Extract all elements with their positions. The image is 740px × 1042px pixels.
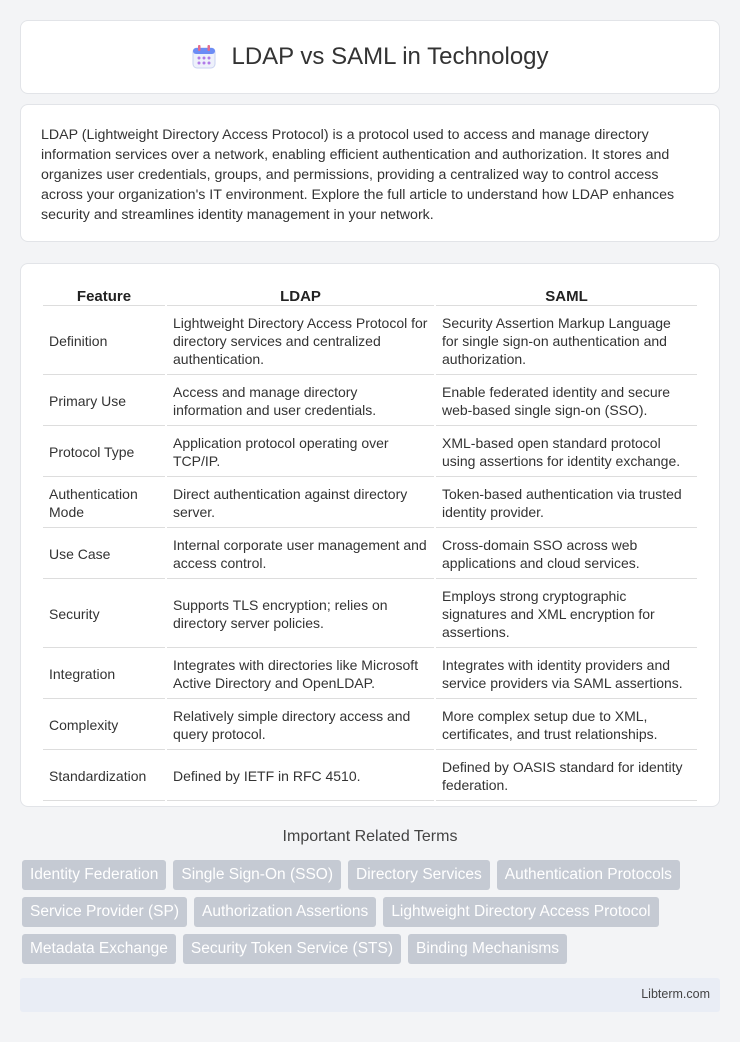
table-row (43, 701, 697, 750)
feature-cell: Use Case (43, 530, 165, 579)
ldap-cell: Application protocol operating over TCP/IP. (167, 428, 434, 477)
ldap-cell: Direct authentication against directory server. (167, 479, 434, 528)
comparison-table (41, 284, 699, 803)
feature-cell: Security (43, 581, 165, 648)
term-tag[interactable]: Binding Mechanisms (408, 934, 567, 964)
feature-cell: Authentication Mode (43, 479, 165, 528)
intro-text: LDAP (Lightweight Directory Access Protocol) is a protocol used to access and manage directory information services over a network, enabling efficient authentication and authorization. It stores and organizes user credentials, groups, and permissions, providing a centralized way to control access across your organization's IT environment. Explore the full article to understand how LDAP enhances security and streamlines identity management in your network. (41, 127, 675, 223)
saml-cell: Token-based authentication via trusted identity provider. (436, 479, 697, 528)
table-row (43, 650, 697, 699)
page-title: LDAP vs SAML in Technology (231, 43, 549, 70)
feature-cell: Primary Use (43, 377, 165, 426)
term-tag[interactable]: Authentication Protocols (497, 860, 680, 890)
feature-cell: Definition (43, 308, 165, 375)
ldap-cell: Lightweight Directory Access Protocol for directory services and centralized authentication. (167, 308, 434, 375)
ldap-cell: Relatively simple directory access and query protocol. (167, 701, 434, 750)
term-tag[interactable]: Lightweight Directory Access Protocol (383, 897, 658, 927)
table-row (43, 752, 697, 801)
term-tag[interactable]: Security Token Service (STS) (183, 934, 401, 964)
saml-cell: Security Assertion Markup Language for single sign-on authentication and authorization. (436, 308, 697, 375)
table-header-row (43, 286, 697, 306)
term-tag[interactable]: Service Provider (SP) (22, 897, 187, 927)
ldap-cell: Defined by IETF in RFC 4510. (167, 752, 434, 801)
table-row (43, 428, 697, 477)
term-tag[interactable]: Single Sign-On (SSO) (173, 860, 341, 890)
ldap-cell: Supports TLS encryption; relies on directory server policies. (167, 581, 434, 648)
saml-cell: Defined by OASIS standard for identity federation. (436, 752, 697, 801)
table-row (43, 479, 697, 528)
feature-cell: Standardization (43, 752, 165, 801)
header-ldap: LDAP (167, 286, 434, 306)
header-feature: Feature (43, 286, 165, 306)
table-row (43, 530, 697, 579)
term-tag[interactable]: Directory Services (348, 860, 490, 890)
footer (20, 978, 720, 1012)
term-tag[interactable]: Authorization Assertions (194, 897, 376, 927)
ldap-cell: Internal corporate user management and access control. (167, 530, 434, 579)
saml-cell: Cross-domain SSO across web applications and cloud services. (436, 530, 697, 579)
related-terms-title: Important Related Terms (282, 828, 458, 845)
ldap-cell: Access and manage directory information and user credentials. (167, 377, 434, 426)
intro-card (20, 104, 720, 242)
ldap-cell: Integrates with directories like Microsoft Active Directory and OpenLDAP. (167, 650, 434, 699)
term-tag[interactable]: Identity Federation (22, 860, 166, 890)
footer-link[interactable]: Libterm.com (641, 987, 710, 1001)
comparison-table-card (20, 263, 720, 807)
header-card (20, 20, 720, 94)
saml-cell: XML-based open standard protocol using assertions for identity exchange. (436, 428, 697, 477)
table-row (43, 377, 697, 426)
saml-cell: Integrates with identity providers and service providers via SAML assertions. (436, 650, 697, 699)
feature-cell: Complexity (43, 701, 165, 750)
saml-cell: Employs strong cryptographic signatures and XML encryption for assertions. (436, 581, 697, 648)
term-tag[interactable]: Metadata Exchange (22, 934, 176, 964)
table-row (43, 581, 697, 648)
calendar-icon (191, 44, 217, 70)
feature-cell: Integration (43, 650, 165, 699)
table-row (43, 308, 697, 375)
header-saml: SAML (436, 286, 697, 306)
feature-cell: Protocol Type (43, 428, 165, 477)
saml-cell: More complex setup due to XML, certificates, and trust relationships. (436, 701, 697, 750)
related-terms-list (22, 860, 722, 964)
saml-cell: Enable federated identity and secure web-based single sign-on (SSO). (436, 377, 697, 426)
